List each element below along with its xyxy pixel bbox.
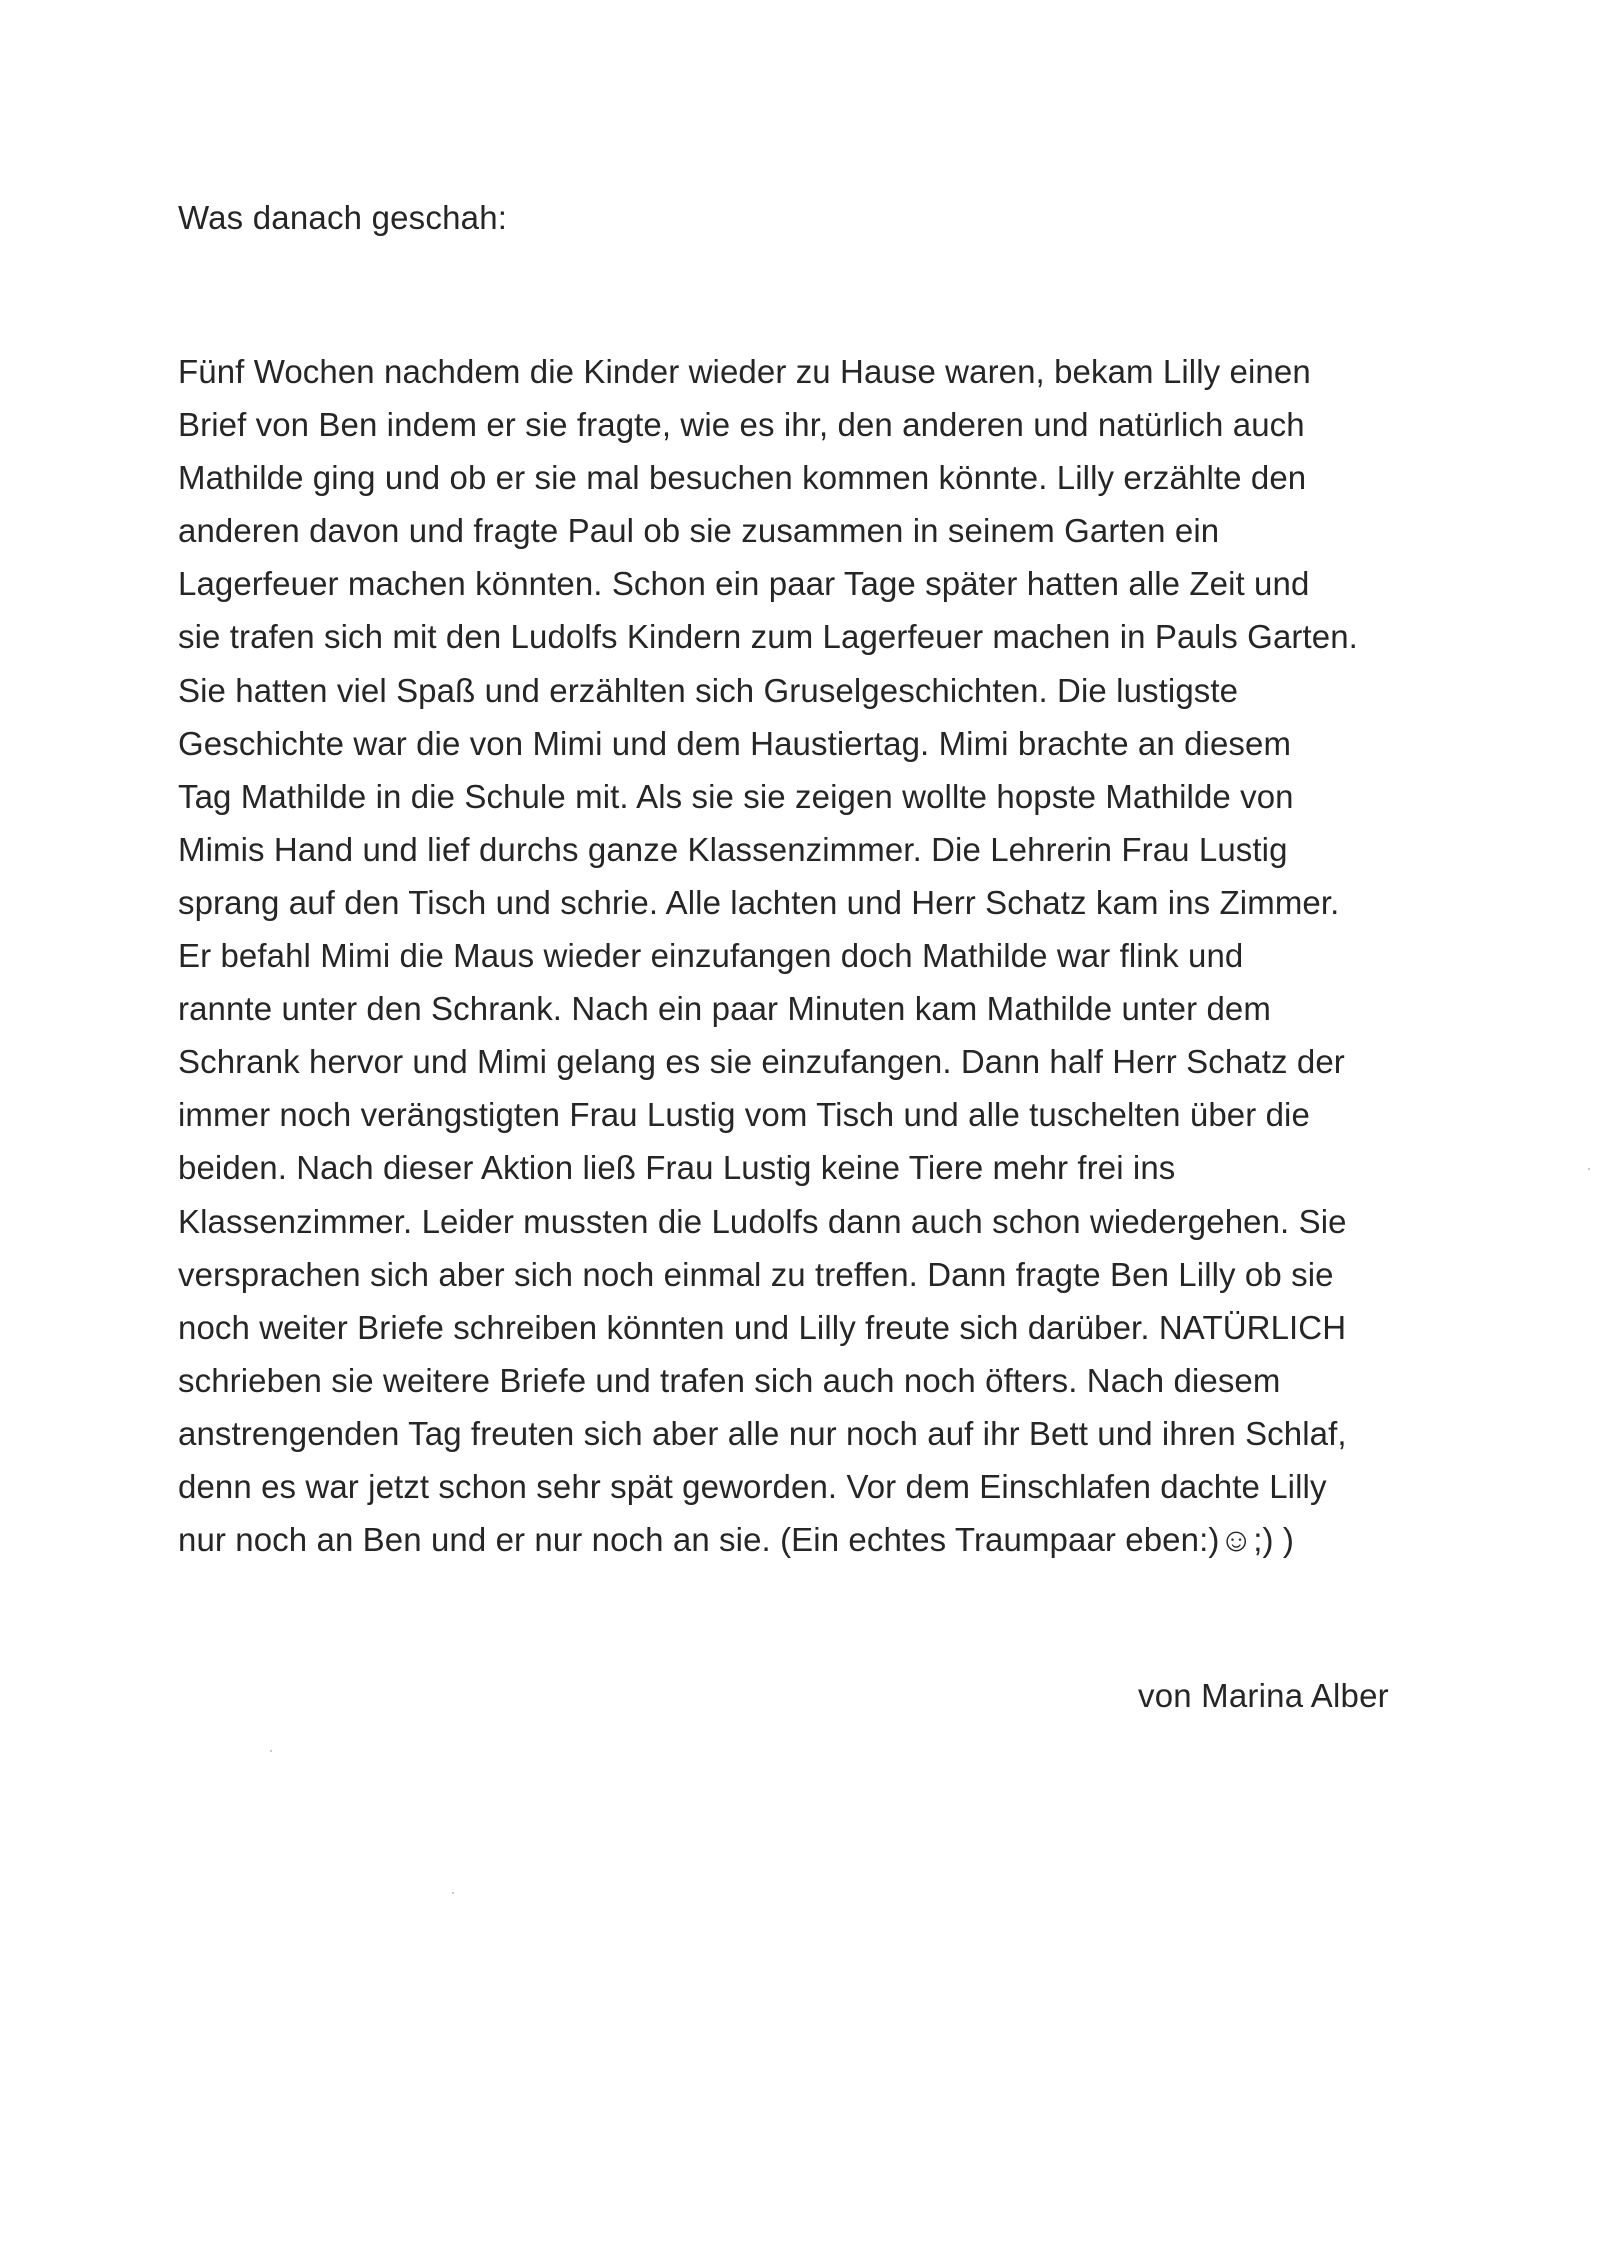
text-line: Lagerfeuer machen könnten. Schon ein paar Tage später hatten alle Zeit und <box>178 565 1310 603</box>
text-line: versprachen sich aber sich noch einmal zu treffen. Dann fragte Ben Lilly ob sie <box>178 1255 1334 1293</box>
scan-speck <box>452 1892 454 1894</box>
text-line: Brief von Ben indem er sie fragte, wie es ihr, den anderen und natürlich auch <box>178 406 1305 444</box>
text-line: rannte unter den Schrank. Nach ein paar Minuten kam Mathilde unter dem <box>178 990 1271 1028</box>
author-signature: von Marina Alber <box>1138 1677 1389 1714</box>
scan-speck <box>270 1750 272 1752</box>
text-line: beiden. Nach dieser Aktion ließ Frau Lustig keine Tiere mehr frei ins <box>178 1149 1176 1187</box>
text-line: Mimis Hand und lief durchs ganze Klassenzimmer. Die Lehrerin Frau Lustig <box>178 830 1288 868</box>
text-line: anderen davon und fragte Paul ob sie zusammen in seinem Garten ein <box>178 512 1220 550</box>
text-line: denn es war jetzt schon sehr spät geworden. Vor dem Einschlafen dachte Lilly <box>178 1467 1327 1505</box>
story-text <box>178 345 1418 1566</box>
text-line: noch weiter Briefe schreiben könnten und Lilly freute sich darüber. NATÜRLICH <box>178 1308 1347 1346</box>
text-line: immer noch verängstigten Frau Lustig vom Tisch und alle tuschelten über die <box>178 1096 1310 1134</box>
text-line: anstrengenden Tag freuten sich aber alle nur noch auf ihr Bett und ihren Schlaf, <box>178 1414 1347 1452</box>
text-line: Sie hatten viel Spaß und erzählten sich Gruselgeschichten. Die lustigste <box>178 671 1239 709</box>
text-line: Er befahl Mimi die Maus wieder einzufangen doch Mathilde war flink und <box>178 937 1244 975</box>
text-line: Fünf Wochen nachdem die Kinder wieder zu Hause waren, bekam Lilly einen <box>178 353 1311 390</box>
text-line: Klassenzimmer. Leider mussten die Ludolfs dann auch schon wiedergehen. Sie <box>178 1202 1347 1240</box>
text-line: Geschichte war die von Mimi und dem Haustiertag. Mimi brachte an diesem <box>178 724 1292 762</box>
document-title: Was danach geschah: <box>178 199 508 236</box>
text-line: Tag Mathilde in die Schule mit. Als sie sie zeigen wollte hopste Mathilde von <box>178 777 1294 815</box>
text-line: nur noch an Ben und er nur noch an sie. (Ein echtes Traumpaar eben:)☺;) ) <box>178 1521 1294 1559</box>
scan-speck <box>1588 1168 1590 1170</box>
text-line: Mathilde ging und ob er sie mal besuchen kommen könnte. Lilly erzählte den <box>178 459 1307 497</box>
text-line: sie trafen sich mit den Ludolfs Kindern zum Lagerfeuer machen in Pauls Garten. <box>178 618 1358 656</box>
text-line: sprang auf den Tisch und schrie. Alle lachten und Herr Schatz kam ins Zimmer. <box>178 883 1340 921</box>
text-line: Schrank hervor und Mimi gelang es sie einzufangen. Dann half Herr Schatz der <box>178 1043 1345 1081</box>
text-line: schrieben sie weitere Briefe und trafen sich auch noch öfters. Nach diesem <box>178 1361 1281 1399</box>
